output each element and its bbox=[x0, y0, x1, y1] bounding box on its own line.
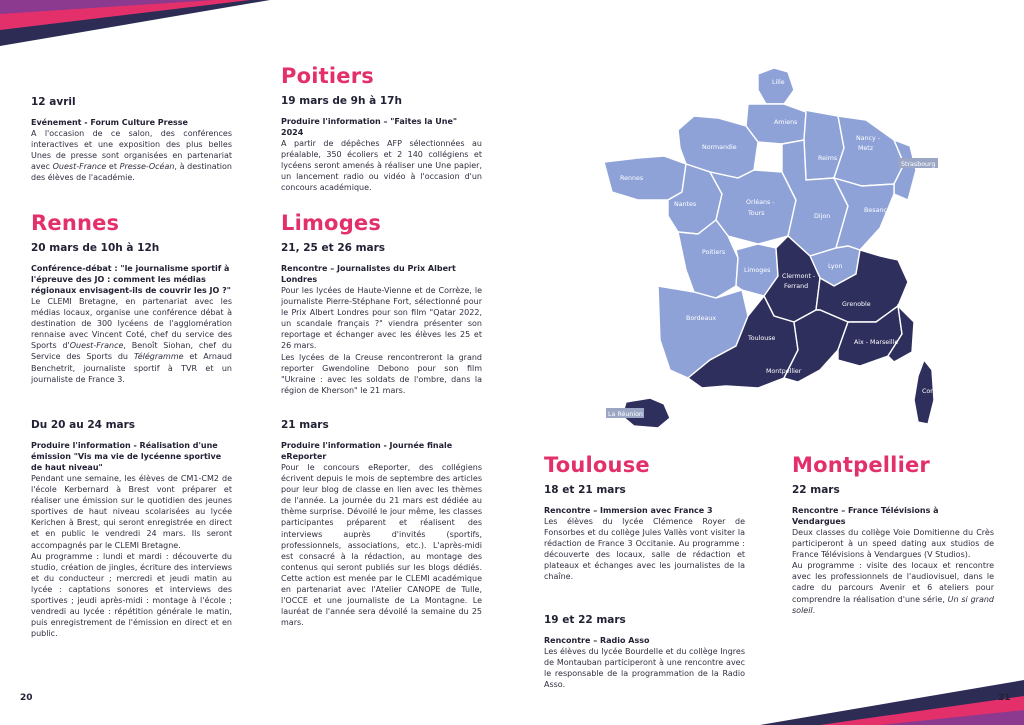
page-number-left: 20 bbox=[20, 693, 33, 703]
map-label-orleans: Orléans - bbox=[746, 199, 775, 206]
map-label-poitiers: Poitiers bbox=[702, 249, 726, 256]
map-label-lille: Lille bbox=[772, 79, 785, 86]
section-montpellier bbox=[792, 455, 994, 616]
event-date: 20 mars de 10h à 12h bbox=[31, 242, 160, 254]
event-title: Rencontre – Journalistes du Prix Albert Londres bbox=[281, 264, 456, 284]
map-label-amiens: Amiens bbox=[774, 119, 798, 126]
event-date: 22 mars bbox=[792, 484, 840, 496]
city-title-poitiers: Poitiers bbox=[281, 64, 374, 88]
event-forum-culture-presse bbox=[31, 96, 232, 183]
map-label-grenoble: Grenoble bbox=[842, 301, 871, 308]
event-title: Produire l'information – "Faites la Une" 2024 bbox=[281, 117, 458, 137]
map-label-corse: Corse bbox=[922, 388, 940, 395]
corner-decoration-bottom-right bbox=[760, 680, 1024, 725]
section-poitiers bbox=[281, 66, 482, 193]
map-label-reims: Reims bbox=[818, 155, 838, 162]
map-label-rennes: Rennes bbox=[620, 175, 644, 182]
map-label-strasbourg: Strasbourg bbox=[901, 161, 936, 168]
map-label-toulouse: Toulouse bbox=[748, 335, 776, 342]
event-body: Au programme : visite des locaux et rencontre avec les professionnels de l'audiovisuel, dans le cadre du parcours Avenir et 6 ateliers pour comprendre la réalisation d'une série, Un si grand soleil. bbox=[792, 561, 994, 615]
event-body: Pour le concours eReporter, des collégiens écrivent depuis le mois de septembre des articles pour leur blog de classe en lien avec les thèmes de l'année. La journée du 21 mars est dédiée au thème surprise. Dévoilé le jour même, les classes participantes préparent et réalisent des interviews auprès d'invités (sportifs, professionnels, associations, etc.). L'après-midi est consacré à la rédaction, au montage des contenus qui seront publiés sur les blogs dédiés. Cette action est menée par le CLEMI académique en partenariat avec l'Atelier CANOPE de Tulle, l'OCCE et une journaliste de La Montagne. Le lauréat de l'année sera dévoilé la semaine du 25 mars. bbox=[281, 463, 482, 628]
map-label-besancon: Besançon bbox=[864, 207, 895, 214]
event-title: Rencontre – France Télévisions à Vendargues bbox=[792, 506, 939, 526]
map-label-la-reunion: La Réunion bbox=[608, 411, 643, 418]
map-label-normandie: Normandie bbox=[702, 144, 737, 151]
event-body: Les lycées de la Creuse rencontreront la grand reporter Gwendoline Debono pour son film "Ukraine : avec les soldats de l'ombre, dans la région de Kherson" le 21 mars. bbox=[281, 352, 482, 395]
event-body: Au programme : lundi et mardi : découverte du studio, création de jingles, écriture des interviews et du conducteur ; mercredi et jeudi matin au lycée : captations sonores et interviews des sportives ; jeudi après-midi : montage à l'école ; vendredi au lycée : répétition générale le matin, puis enregistrement de l'émission en direct et en public. bbox=[31, 551, 232, 639]
event-body: A l'occasion de ce salon, des conférences interactives et une exposition des plus belles Unes de presse sont organisées en partenariat avec Ouest-France et Presse-Océan, à destination des élèves de l'académie. bbox=[31, 129, 232, 183]
event-body: Deux classes du collège Voie Domitienne du Crès participeront à un speed dating aux studios de France Télévisions à Vendargues (V Studios). bbox=[792, 528, 994, 560]
event-ereporter bbox=[281, 419, 482, 628]
map-label-ferrand: Ferrand bbox=[784, 283, 809, 290]
map-label-montpellier: Montpellier bbox=[766, 368, 802, 375]
event-body: Pour les lycées de Haute-Vienne et de Corrèze, le journaliste Pierre-Stéphane Fort, sélectionné pour le Prix Albert Londres pour son film "Qatar 2022, un scandale français ?" viendra présenter son reportage et échanger avec les élèves les 25 et 26 mars. bbox=[281, 286, 482, 351]
event-date: 21, 25 et 26 mars bbox=[281, 242, 386, 254]
event-radio-asso bbox=[544, 614, 745, 690]
event-body: Les élèves du lycée Bourdelle et du collège Ingres de Montauban participeront à une rencontre avec le responsable de la programmation de la Radio Asso. bbox=[544, 647, 745, 690]
event-body: A partir de dépêches AFP sélectionnées au préalable, 350 écoliers et 2 140 collégiens et lycéens seront amenés à réaliser une Une papier, un lancement radio ou vidéo à l'occasion d'un concours académique. bbox=[281, 139, 482, 193]
city-title-montpellier: Montpellier bbox=[792, 453, 930, 477]
event-date: 19 mars de 9h à 17h bbox=[281, 95, 402, 107]
event-date: Du 20 au 24 mars bbox=[31, 419, 136, 431]
france-academies-map bbox=[598, 60, 938, 430]
event-title: Produire l'information - Réalisation d'une émission "Vis ma vie de lycéenne sportive de haut niveau" bbox=[31, 441, 222, 472]
map-label-bordeaux: Bordeaux bbox=[686, 315, 717, 322]
region-rennes bbox=[604, 156, 686, 200]
event-body: Pendant une semaine, les élèves de CM1-CM2 de l'école Kerbernard à Brest vont préparer et réaliser une émission sur le quotidien des jeunes sportives de haut niveau scolarisées au lycée Kerichen à Brest, qui seront enregistrée en direct et en public le vendredi 24 mars. Ils seront accompagnés par le CLEMI Bretagne. bbox=[31, 474, 232, 550]
page-number-right: 21 bbox=[998, 693, 1011, 703]
event-title: Conférence-débat : "le journalisme sportif à l'épreuve des JO : comment les médias régionaux envisagent-ils de couvrir les JO ?" bbox=[31, 264, 231, 295]
event-title: Rencontre – Radio Asso bbox=[544, 636, 650, 645]
map-label-dijon: Dijon bbox=[814, 213, 831, 220]
map-label-aix-marseille: Aix - Marseille bbox=[854, 339, 899, 346]
event-title: Produire l'information - Journée finale eReporter bbox=[281, 441, 453, 461]
map-label-tours: Tours bbox=[748, 210, 765, 217]
section-limoges bbox=[281, 213, 482, 396]
map-label-limoges: Limoges bbox=[744, 267, 771, 274]
map-label-nancy: Nancy - bbox=[856, 135, 881, 142]
map-label-nice: Nice bbox=[884, 359, 898, 366]
event-title: Evénement - Forum Culture Presse bbox=[31, 118, 188, 127]
event-title: Rencontre – Immersion avec France 3 bbox=[544, 506, 713, 515]
map-label-nantes: Nantes bbox=[674, 201, 697, 208]
city-title-limoges: Limoges bbox=[281, 211, 382, 235]
corner-decoration-top-left bbox=[0, 0, 270, 50]
event-date: 18 et 21 mars bbox=[544, 484, 626, 496]
event-emission-brest bbox=[31, 419, 232, 639]
map-label-lyon: Lyon bbox=[828, 263, 843, 270]
section-toulouse bbox=[544, 455, 745, 583]
section-rennes bbox=[31, 213, 232, 385]
event-date: 12 avril bbox=[31, 96, 76, 108]
event-body: Le CLEMI Bretagne, en partenariat avec les médias locaux, organise une conférence débat à destination de 300 lycéens de l'agglomération rennaise avec Vincent Coté, chef du service des Sports d'Ouest-France, Benoît Siohan, chef du Service des Sports du Télégramme et Arnaud Benchetrit, journaliste sportif à TVR et un journaliste de France 3. bbox=[31, 297, 233, 384]
event-body: Les élèves du lycée Clémence Royer de Fonsorbes et du collège Jules Vallès vont visiter la rédaction de France 3 Occitanie. Au programme : découverte des locaux, salle de rédaction et plateaux et échanges avec les journalistes de la chaîne. bbox=[544, 517, 745, 582]
event-date: 21 mars bbox=[281, 419, 329, 431]
map-label-metz: Metz bbox=[858, 145, 874, 152]
city-title-toulouse: Toulouse bbox=[544, 453, 650, 477]
event-date: 19 et 22 mars bbox=[544, 614, 626, 626]
city-title-rennes: Rennes bbox=[31, 211, 120, 235]
region-lille bbox=[758, 68, 794, 104]
map-label-clermont: Clermont - bbox=[782, 273, 816, 280]
